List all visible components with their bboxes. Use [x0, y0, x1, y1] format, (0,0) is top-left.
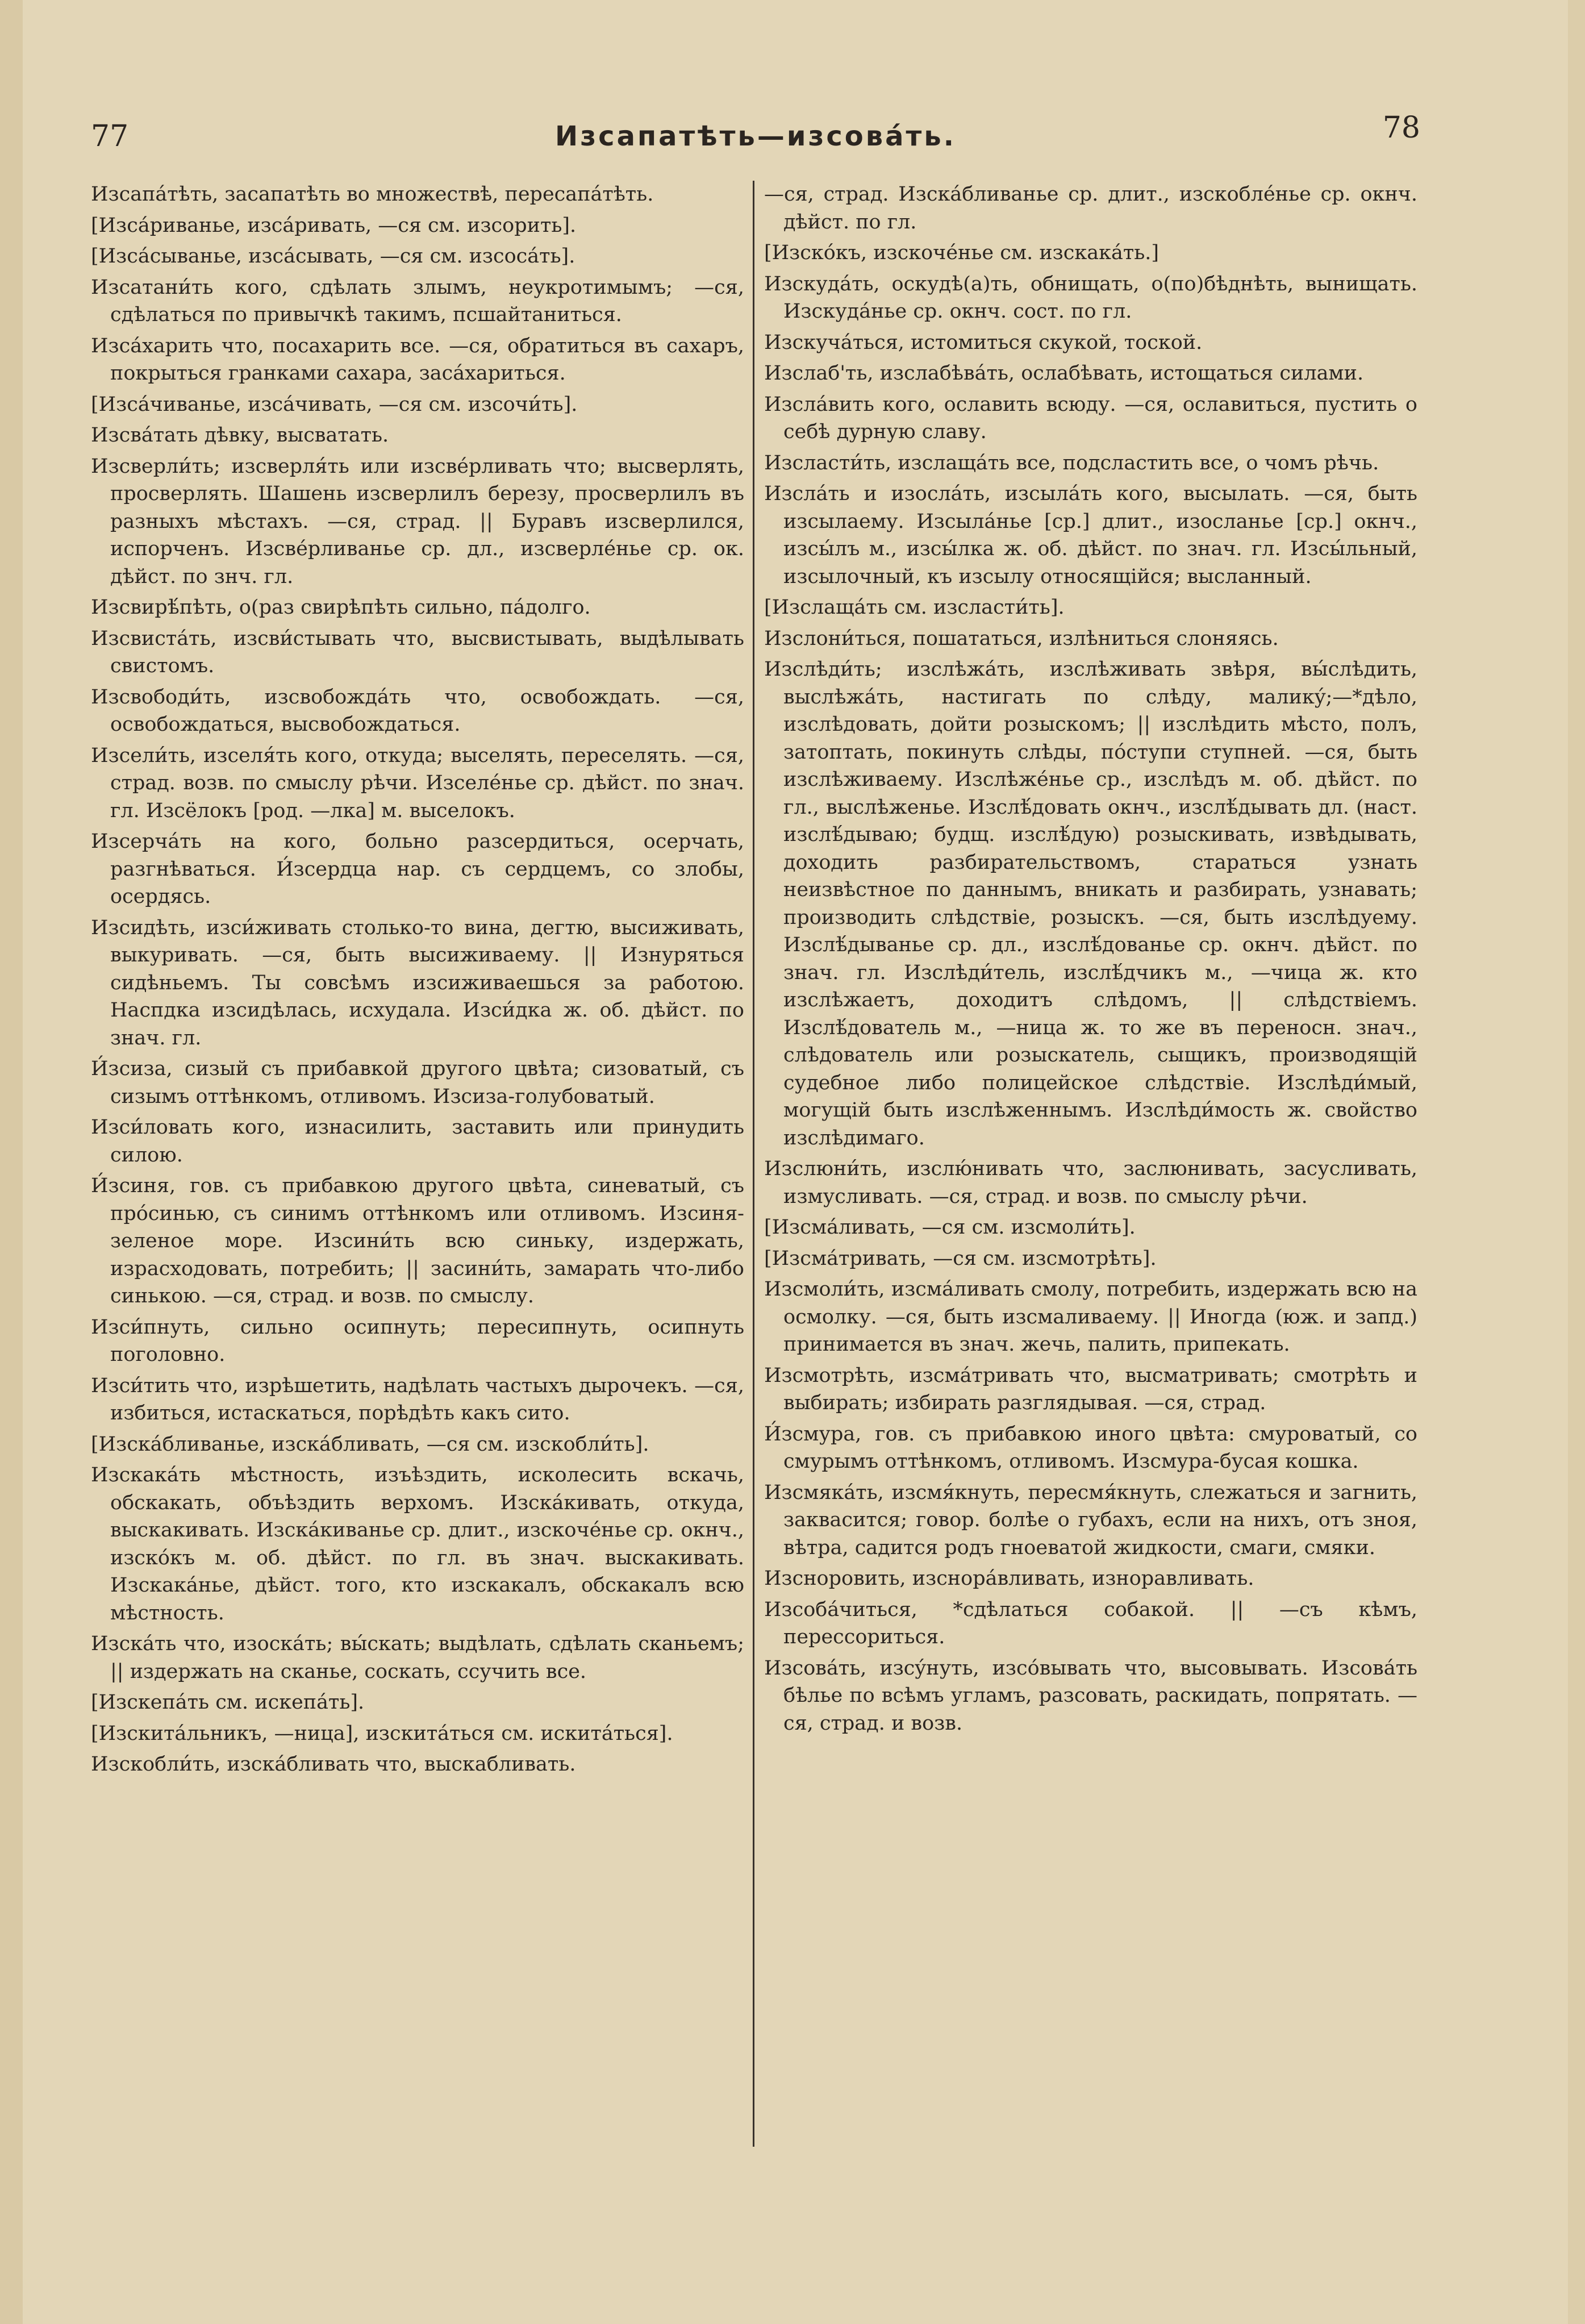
entry: [Изсмáливать, —ся см. изсмоли́ть].: [764, 1216, 1136, 1239]
entry: И́зсиня, гов. съ прибавкою другого цвѣта, синеватый, съ прóсинью, съ синимъ оттѣнкомъ или отливомъ. Изсиня-зеленое море. Изсини́ть всю синьку, издержать, израсходовать, потребить; || засини́ть, замарать что-либо синькою. —ся, страд. и возв. по смыслу.: [91, 1175, 744, 1307]
entry: Изсвободи́ть, изсвобождáть что, освобождать. —ся, освобождаться, высвобождаться.: [91, 685, 744, 736]
page-number-left: 77: [91, 119, 129, 153]
entry: Изсмякáть, изсмя́кнуть, пересмя́кнуть, слежаться и загнить, заквасится; говор. болѣе о губахъ, если на нихъ, отъ зноя, вѣтра, садится родъ гноеватой жидкости, смаги, смяки.: [764, 1481, 1417, 1559]
entry: Изскобли́ть, изскáбливать что, выскабливать.: [91, 1753, 576, 1776]
entry: [Изсáсыванье, изсáсывать, —ся см. изсосáть].: [91, 245, 575, 268]
column-divider: [753, 181, 754, 2147]
entry: Изси́пнуть, сильно осипнуть; пересипнуть, осипнуть поголовно.: [91, 1315, 744, 1366]
entry: [Изсáриванье, изсáривать, —ся см. изсорить].: [91, 214, 577, 237]
page-header: [91, 108, 1420, 159]
entry: Изсвистáть, изсви́стывать что, высвистывать, выдѣлывать свистомъ.: [91, 627, 744, 677]
entry: Изсверли́ть; изсверля́ть или изсвéрливать что; высверлять, просверлять. Шашень изсверлилъ березу, просверлилъ въ разныхъ мѣстахъ. —ся, страд. || Буравъ изсверлился, испорченъ. Изсвéрливанье ср. дл., изсверлéнье ср. ок. дѣйст. по знч. гл.: [91, 455, 744, 588]
entry: [Изскитáльникъ, —ница], изскитáться см. искитáться].: [91, 1722, 673, 1745]
entry: Изсáхарить что, посахарить все. —ся, обратиться въ сахаръ, покрыться гранками сахара, засáхариться.: [91, 334, 744, 385]
entry: Изслѣди́ть; изслѣжáть, изслѣживать звѣря, вы́слѣдить, выслѣжáть, настигать по слѣду, маликý;—*дѣло, изслѣдовать, дойти розыскомъ; || изслѣдить мѣсто, полъ, затоптать, покинуть слѣды, пóступи ступней. —ся, быть изслѣживаему. Изслѣжéнье ср., изслѣдъ м. об. дѣйст. по гл., выслѣженье. Изслѣ́довать окнч., изслѣ́дывать дл. (наст. изслѣ́дываю; будщ. изслѣ́дую) розыскивать, извѣдывать, доходить разбирательствомъ, стараться узнать неизвѣстное по даннымъ, вникать и разбирать, узнавать; производить слѣдствіе, розыскъ. —ся, быть изслѣдуему. Изслѣ́дыванье ср. дл., изслѣ́дованье ср. окнч. дѣйст. по знач. гл. Изслѣди́тель, изслѣ́дчикъ м., —чица ж. кто изслѣжаетъ, доходитъ слѣдомъ, || слѣдствіемъ. Изслѣ́дователь м., —ница ж. то же въ переносн. знач., слѣдователь или розыскатель, сыщикъ, производящій судебное либо полицейское слѣдствіе. Изслѣди́мый, могущій быть изслѣженнымъ. Изслѣди́мость ж. свойство изслѣдимаго.: [764, 658, 1417, 1149]
entry: [Изскáбливанье, изскáбливать, —ся см. изскобли́ть].: [91, 1432, 649, 1456]
entry: Изси́ловать кого, изнасилить, заставить или принудить силою.: [91, 1116, 744, 1167]
entry: Изсовáть, изсýнуть, изсóвывать что, высовывать. Изсовáть бѣлье по всѣмъ угламъ, разсовать, раскидать, попрятать. —ся, страд. и возв.: [764, 1656, 1417, 1735]
entry: Изсласти́ть, изслащáть все, подсластить все, о чомъ рѣчь.: [764, 451, 1379, 474]
entry: Изслюни́ть, изслю́нивать что, заслюнивать, засусливать, измусливать. —ся, страд. и возв. по смыслу рѣчи.: [764, 1157, 1417, 1208]
entry: Изсвирѣ́пѣть, о(раз свирѣпѣть сильно, пáдолго.: [91, 596, 591, 619]
entry: И́зсиза, сизый съ прибавкой другого цвѣта; сизоватый, съ сизымъ оттѣнкомъ, отливомъ. Изсиза-голубоватый.: [91, 1057, 744, 1108]
entry: Изсапáтѣть, засапатѣть во множествѣ, пересапáтѣть.: [91, 183, 654, 206]
entry: Изси́тить что, изрѣшетить, надѣлать частыхъ дырочекъ. —ся, избиться, истаскаться, порѣдѣть какъ сито.: [91, 1374, 744, 1425]
entry: Изскакáть мѣстность, изъѣздить, исколесить вскачь, обскакать, объѣздить верхомъ. Изскáкивать, откуда, выскакивать. Изскáкиванье ср. длит., изскочéнье ср. окнч., изскóкъ м. об. дѣйст. по гл. въ знач. выскакивать. Изскакáнье, дѣйст. того, кто изскакалъ, обскакалъ всю мѣстность.: [91, 1464, 744, 1625]
entry: Изслони́ться, пошататься, излѣниться слоняясь.: [764, 627, 1279, 650]
entry: Изсатани́ть кого, сдѣлать злымъ, неукротимымъ; —ся, сдѣлаться по привычкѣ такимъ, псшайтаниться.: [91, 276, 744, 326]
entry: —ся, страд. Изскáбливанье ср. длит., изскоблéнье ср. окнч. дѣйст. по гл.: [764, 183, 1417, 234]
entry: [Изсáчиванье, изсáчивать, —ся см. изсочи́ть].: [91, 393, 578, 416]
page-number-right: 78: [1382, 111, 1420, 145]
entry: Изсмотрѣть, изсмáтривать что, высматривать; смотрѣть и выбирать; избирать разглядывая. —ся, страд.: [764, 1364, 1417, 1414]
right-column: [764, 181, 1417, 2147]
entry: [Изсмáтривать, —ся см. изсмотрѣть].: [764, 1247, 1157, 1270]
entry: Изсерчáть на кого, больно разсердиться, осерчать, разгнѣваться. И́зсердца нар. съ сердцемъ, со злобы, осердясь.: [91, 830, 744, 908]
entry: И́зсмура, гов. съ прибавкою иного цвѣта: смуроватый, со смурымъ оттѣнкомъ, отливомъ. Изсмура-бусая кошка.: [764, 1422, 1417, 1473]
entry: Изскучáться, истомиться скукой, тоской.: [764, 331, 1203, 354]
entry: Изскáть что, изоскáть; вы́скать; выдѣлать, сдѣлать сканьемъ; || издержать на сканье, соскать, ссучить все.: [91, 1632, 744, 1683]
entry: [Изскóкъ, изскочéнье см. изскакáть.]: [764, 241, 1159, 264]
entry: Изсели́ть, изселя́ть кого, откуда; выселять, переселять. —ся, страд. возв. по смыслу рѣчи. Изселéнье ср. дѣйст. по знач. гл. Изсёлокъ [род. —лка] м. выселокъ.: [91, 744, 744, 822]
entry: Изсидѣть, изси́живать столько-то вина, дегтю, высиживать, выкуривать. —ся, быть высиживаему. || Изнуряться сидѣньемъ. Ты совсѣмъ изсиживаешься за работою. Наспдка изсидѣлась, исхудала. Изси́дка ж. об. дѣйст. по знач. гл.: [91, 916, 744, 1049]
left-column: [91, 181, 744, 2147]
entry: Изсобáчиться, *сдѣлаться собакой. || —съ кѣмъ, перессориться.: [764, 1598, 1417, 1648]
entry: Изсмоли́ть, изсмáливать смолу, потребить, издержать всю на осмолку. —ся, быть изсмаливаему. || Иногда (юж. и запд.) принимается въ знач. жечь, палить, припекать.: [764, 1278, 1417, 1356]
entry: Изсноровить, изснорáвливать, изноравливать.: [764, 1567, 1254, 1590]
running-title: Изсапатѣть—изсовáть.: [555, 120, 956, 152]
entry: Изслáть и изослáть, изсылáть кого, высылать. —ся, быть изсылаему. Изсылáнье [ср.] длит., изосланье [ср.] окнч., изсы́лъ м., изсы́лка ж. об. дѣйст. по знач. гл. Изсы́льный, изсылочный, къ изсылу относящійся; высланный.: [764, 482, 1417, 588]
entry: Изслáвить кого, ославить всюду. —ся, ославиться, пустить о себѣ дурную славу.: [764, 393, 1417, 443]
entry: [Изскепáть см. искепáть].: [91, 1691, 365, 1714]
entry: Изслаб'ть, изслабѣвáть, ослабѣвать, истощаться силами.: [764, 362, 1364, 385]
entry: Изсвáтать дѣвку, высватать.: [91, 424, 389, 447]
entry: Изскудáть, оскудѣ(а)ть, обнищать, о(по)бѣднѣть, вынищать. Изскудáнье ср. окнч. сост. по гл.: [764, 272, 1417, 323]
entry: [Изслащáть см. изсласти́ть].: [764, 596, 1065, 619]
